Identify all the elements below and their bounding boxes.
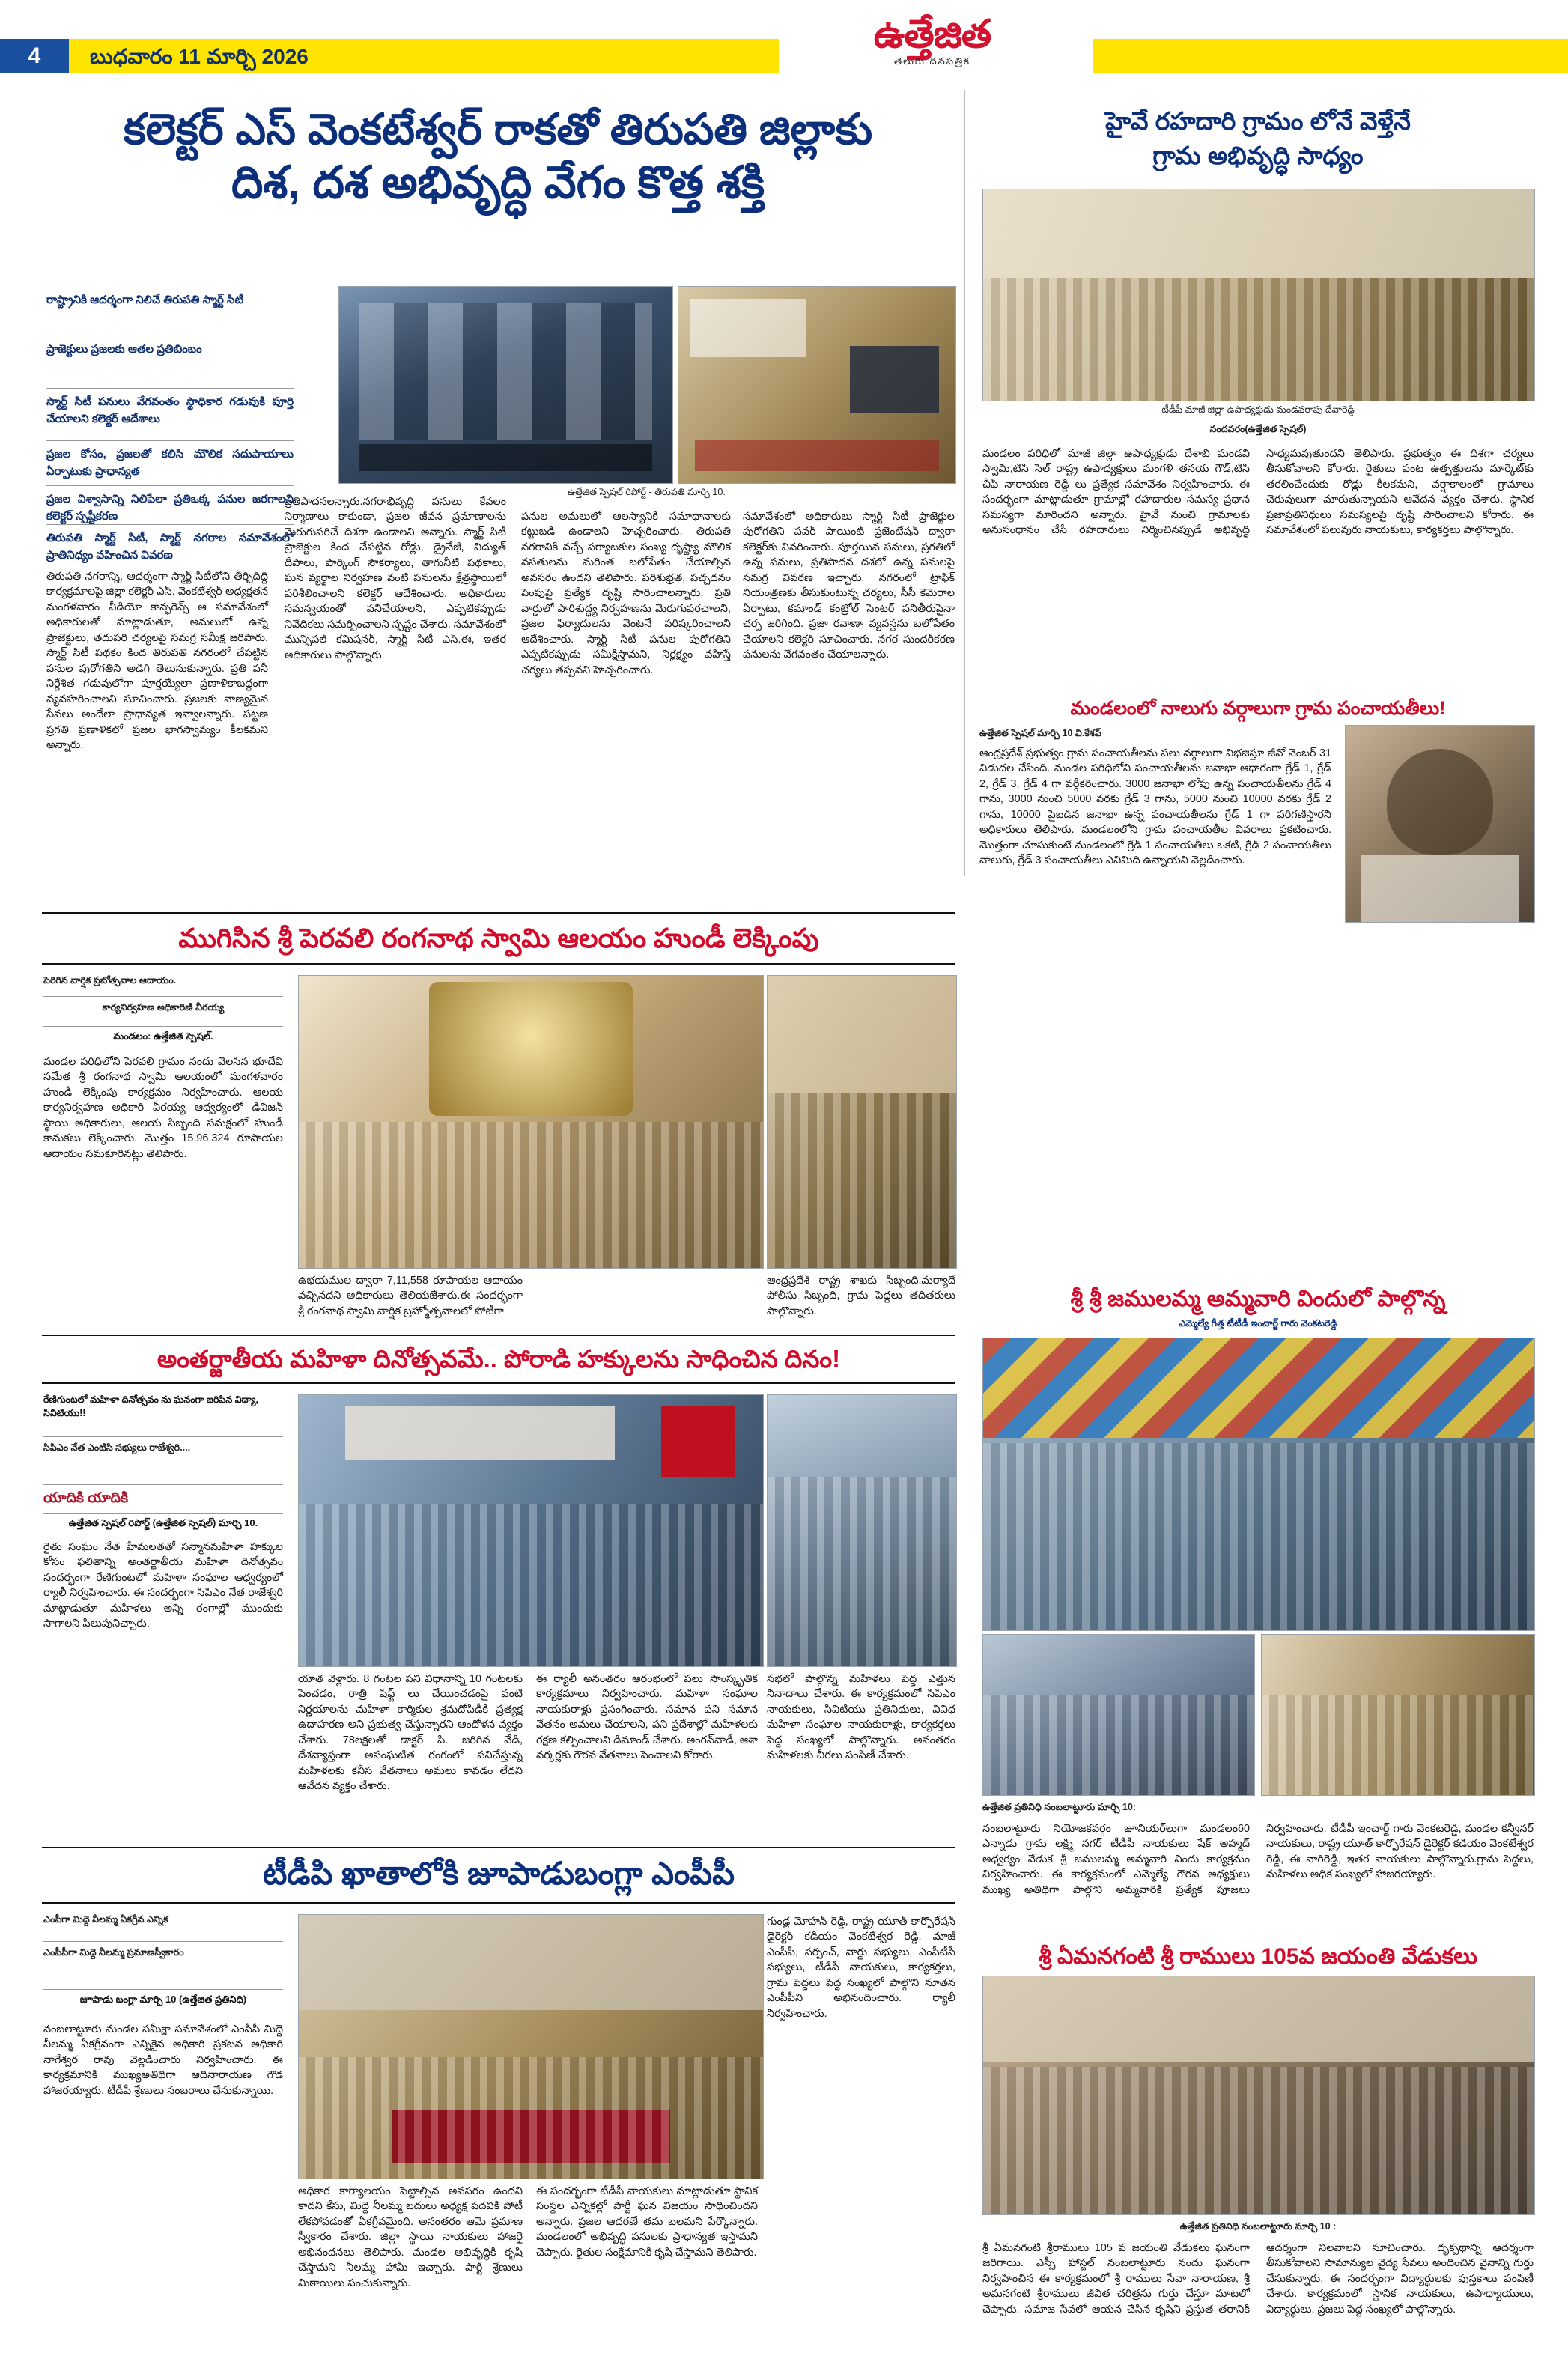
topright-headline-line2: గ్రామ అభివృద్ధి సాధ్యం — [1152, 142, 1364, 169]
topright-group-photo — [982, 189, 1535, 401]
temple-hundi-photo — [298, 975, 764, 1269]
ramulu-caption: ఉత్తేజిత ప్రతినిధి నంబలాట్టూరు మార్చి 10 : — [1179, 2221, 1337, 2232]
jamulamma-caption: ఉత్తేజిత ప్రతినిధి నంబలాట్టూరు మార్చి 10: — [982, 1802, 1137, 1812]
bullet-divider-4 — [46, 524, 294, 525]
women-divider-bottom — [42, 1382, 955, 1384]
lead-bullet-0: రాష్ట్రానికి ఆదర్శంగా నిలిచే తిరుపతి స్మార్ట్ సిటీ — [46, 294, 244, 306]
jamulamma-leaders-photo — [982, 1634, 1255, 1796]
lead-bullet-2: స్మార్ట్ సిటీ పనులు వేగవంతం స్థాధికార గడువుకి పూర్తి చేయాలని కలెక్టర్ ఆదేశాలు — [46, 395, 294, 425]
temple-col2: ఉభయముల ద్వారా 7,11,558 రూపాయల ఆదాయం వచ్చినదని అధికారులు తెలియజేశారు.ఈ సందర్భంగా శ్రీ రంగనాథ స్వామి వార్షిక బ్రహ్మోత్సవాలలో పోటీగా — [298, 1275, 523, 1317]
tdp-col1: నంబలాట్టూరు మండల సమీక్షా సమావేశంలో ఎంపీపీ మిద్దె నీలమ్మ ఏకగ్రీవంగా ఎన్నికైన అధికారి ప్రకటన అధికారి నాగేశ్వర రావు వెల్లడించారు నిర్వహించారు. ఈ కార్యక్రమానికి ముఖ్యఅతిథిగా ఆదినారాయణ గౌడ హాజరయ్యారు. టీడీపీ శ్రేణులు సంబరాలు చేసుకున్నాయి. — [43, 2024, 283, 2097]
temple-title: ముగిసిన శ్రీ పెరవలి రంగనాథ స్వామి ఆలయం హుండీ లెక్కింపు — [178, 923, 819, 953]
topright-body: మండలం పరిధిలో మాజీ జిల్లా ఉపాధ్యక్షుడు దేశాబి మండవి స్వామి,టిసి సెల్ రాష్ట్ర ఉపాధ్యక్షులు మంగళి తనయ గౌడ్,టిసి చీఫ్ నారాయణ రెడ్డి లు ప్రత్యేక సమావేశం నిర్వహించారు. ఈ సందర్భంగా మాట్లాడుతూ గ్రామాల్లో రహదారుల సమస్య ప్రధాన సమస్యగా మారిందని అన్నారు. హైవే నుంచి గ్రామాలకు అనుసంధానం చేసే రహదారులు నిర్మించినప్పుడే అభివృద్ధి సాధ్యమవుతుందని తెలిపారు. ప్రభుత్వం ఈ దిశగా చర్యలు తీసుకోవాలని కోరారు. రైతులు పంట ఉత్పత్తులను మార్కెట్‌కు తరలించేందుకు రోడ్లు కీలకమని, వర్షాకాలంలో గ్రామాలు చెరువులుగా మారుతున్నాయని ఆవేదన వ్యక్తం చేశారు. స్థానిక ప్రజాప్రతినిధులు సమస్యలపై దృష్టి సారించాలని కోరారు. ఈ సమావేశంలో పలువురు నాయకులు, కార్యకర్తలు పాల్గొన్నారు. — [982, 448, 1534, 537]
bullet-divider-1 — [46, 388, 294, 389]
tdp-sub1: ఎంపీగా మిద్దె నీలమ్మ ఏకగ్రీవ ఎన్నిక — [43, 1914, 168, 1925]
midright-title: మండలంలో నాలుగు వర్గాలుగా గ్రామ పంచాయతీలు! — [1070, 698, 1446, 719]
tdp-rule1 — [43, 1941, 283, 1942]
lead-bullet-5: తిరుపతి స్మార్ట్ సిటీ, స్మార్ట్ నగరాల సమావేశంలో ప్రాతినిధ్యం వహించిన వివరణ — [46, 532, 294, 562]
women-rule2 — [43, 1484, 283, 1485]
ramulu-body: శ్రీ ఏమనగంటి శ్రీరాములు 105 వ జయంతి వేడుకలు ఘనంగా జరిగాయి. ఎస్సీ హాస్టల్ నంబలాట్టూరు నందు ఘనంగా నిర్వహించిన ఈ కార్యక్రమంలో శ్రీ రాములు సేవా నారాయణ, శ్రీ అమనగంటి శ్రీరాములు జీవిత చరిత్రను గుర్తు చేస్తూ మాటలో చెప్పారు. సమాజ సేవలో ఆయన చేసిన కృషిని ప్రస్తుత తరానికి ఆదర్శంగా నిలవాలని సూచించారు. దృక్పథాన్ని ఆదర్శంగా తీసుకోవాలని సామాన్యుల వైద్య సేవలు అందించిన వైనాన్ని గుర్తు చేసుకున్నారు. ఈ సందర్భంగా విద్యార్థులకు పుస్తకాలు పంపిణీ చేశారు. కార్యక్రమంలో స్థానిక నాయకులు, ఉపాధ్యాయులు, విద్యార్థులు, ప్రజలు పెద్ద సంఖ్యలో పాల్గొన్నారు. — [982, 2242, 1534, 2316]
midright-woman-photo — [1345, 725, 1535, 923]
tdp-divider-bottom — [42, 1902, 955, 1904]
column-rule — [964, 90, 965, 876]
women-rule1 — [43, 1436, 283, 1437]
logo-subtitle: తెలుగు దినపత్రిక — [893, 55, 971, 67]
lead-photo-caption: ఉత్తేజిత స్పెషల్ రిపోర్ట్ - తిరుపతి మార్చి 10. — [568, 487, 726, 497]
tdp-col4: గుండ్ల మోహన్ రెడ్డి, రాష్ట్ర యూత్ కార్పొరేషన్ డైరెక్టర్ కడియం వెంకటేశ్వర రెడ్డి, మాజీ ఎంపీపీ, సర్పంచ్, వార్డు సభ్యులు, ఎంపీటీసీ సభ్యులు, టీడీపీ నాయకులు, కార్యకర్తలు, గ్రామ పెద్దలు పెద్ద సంఖ్యలో పాల్గొని నూతన ఎంపీపీని అభినందించారు. ర్యాలీ నిర్వహించారు. — [767, 1916, 955, 2020]
tdp-title: టీడీపి ఖాతాలోకి జూపాడుబంగ్లా ఎంపీపీ — [262, 1856, 735, 1891]
women-divider-top — [42, 1335, 955, 1336]
temple-byline: మండలం: ఉత్తేజిత స్పెషల్. — [113, 1030, 213, 1042]
tdp-divider-top — [42, 1847, 955, 1848]
jamulamma-feast-photo — [982, 1338, 1535, 1631]
topright-headline-line1: హైవే రహదారి గ్రామం లోనే వెళ్తేనే — [1105, 107, 1411, 135]
midright-dateline: ఉత్తేజిత స్పెషల్ మార్చి 10 వి.కేశవ్ — [979, 728, 1101, 738]
lead-bullet-4: ప్రజల విశ్వాసాన్ని నిలిపేలా ప్రతిఒక్క పనుల జరగాలని కలెక్టర్ స్పష్టీకరణ — [46, 493, 294, 523]
temple-divider-bottom — [42, 963, 955, 965]
ramulu-photo — [982, 1976, 1535, 2215]
tdp-sub2: ఎంపీపీగా మిద్దె నీలమ్మ ప్రమాణస్వీకారం — [43, 1947, 184, 1958]
lead-video-conference-photo — [338, 286, 673, 484]
bullet-divider-3 — [46, 485, 294, 486]
temple-sub-rule2 — [43, 1026, 283, 1027]
lead-body-col1: తిరుపతి నగరాన్ని, ఆదర్శంగా స్మార్ట్ సిటీలోని తీర్చిదిద్ది కార్యక్రమాలపై జిల్లా కలెక్టర్ ఎస్. వెంకటేశ్వర్ అధ్యక్షతన మంగళవారం వీడియో కాన్ఫరెన్స్ ఆ సమావేశంలో అధికారులతో మాట్లాడుతూ, అమలులో ఉన్న ప్రాజెక్టులు, తదుపరి చర్యలపై సమగ్ర సమీక్ష జరిపారు. స్మార్ట్ సిటీ పథకం కింద తిరుపతి నగరంలో చేపట్టిన పనుల పురోగతిని అడిగి తెలుసుకున్నారు. ప్రతి పనీ నిర్దేశిత గడువులోగా పూర్తయ్యేలా ప్రణాళికాబద్ధంగా వ్యవహరించాలని సూచించారు. ప్రజలకు నాణ్యమైన సేవలు అందేలా ప్రాధాన్యత ఇవ్వాలన్నారు. పట్టణ ప్రగతి ప్రణాళికలో ప్రజల భాగస్వామ్యం కీలకమని అన్నారు. — [46, 571, 268, 751]
tdp-col3: ఈ సందర్భంగా టీడీపీ నాయకులు మాట్లాడుతూ స్థానిక సంస్థల ఎన్నికల్లో పార్టీ ఘన విజయం సాధించిందని అన్నారు. ప్రజల ఆదరణే తమ బలమని పేర్కొన్నారు. మండలంలో అభివృద్ధి పనులకు ప్రాధాన్యత ఇస్తామని చెప్పారు. రైతుల సంక్షేమానికి కృషి చేస్తామని తెలిపారు. — [536, 2185, 758, 2259]
jamulamma-body: నంబలాట్టూరు నియోజకవర్గం జూనియర్‌లుగా మండలం60 ఎన్నాడు గ్రామ లక్ష్మి నగర్ టీడీపీ నాయకులు షేక్ అహ్మద్ అధ్వర్యం వేడుక శ్రీ జములమ్మ అమ్మవారి విందు కార్యక్రమం నిర్వహించారు. ఈ కార్యక్రమంలో ఎమ్మెల్యే గౌరవ అధ్యక్షులు ముఖ్య అతిథిగా పాల్గొని అమ్మవారికి ప్రత్యేక పూజలు నిర్వహించారు. టీడీపీ ఇంచార్జ్ గారు వెంకటరెడ్డి, మండల కన్వీనర్ నాయకులు, రాష్ట్ర యూత్ కార్పొరేషన్ డైరెక్టర్ కడియం వెంకటేశ్వర రెడ్డి, ఈ నాగిరెడ్డి, ఇతర నాయకులు పాల్గొన్నారు.గ్రామ పెద్దలు, మహిళలు అధిక సంఖ్యలో హాజరయ్యారు. — [982, 1823, 1534, 1896]
tdp-col2: అధికార కార్యాలయం పెట్టాల్సిన అవసరం ఉందని కాదని కేసు, మిద్దె నీలమ్మ బదులు అధ్యక్ష పదవికి పోటీ లేకపోవడంతో ఏకగ్రీవమైంది. అనంతరం ఆమె ప్రమాణ స్వీకారం చేశారు. జిల్లా స్థాయి నాయకులు హాజరై అభినందనలు తెలిపారు. మండల అభివృద్ధికి కృషి చేస్తామని నీలమ్మ హామీ ఇచ్చారు. పార్టీ శ్రేణులు మిఠాయిలు పంచుకున్నారు. — [298, 2185, 523, 2289]
topright-photo-caption: టీడీపీ మాజీ జిల్లా ఉపాధ్యక్షుడు మండవరాపు దేవారెడ్డి — [1161, 404, 1355, 415]
lead-body-col2: ప్రతిపాదనలన్నారు.నగరాభివృద్ధి పనులు కేవలం నిర్మాణాలు కాకుండా, ప్రజల జీవన ప్రమాణాలను మెరుగుపరిచే దిశగా ఉండాలని అన్నారు. స్మార్ట్ సిటీ ప్రాజెక్టుల కింద చేపట్టిన రోడ్లు, డ్రైనేజీ, విద్యుత్ దీపాలు, పార్కింగ్ సౌకర్యాలు, తాగునీటి పథకాలు, ఘన వ్యర్థాల నిర్వహణ వంటి పనులను క్షేత్రస్థాయిలో పరిశీలించాలని కలెక్టర్ ఆదేశించారు. అధికారులు సమన్వయంతో పనిచేయాలని, ఎప్పటికప్పుడు నివేదికలు సమర్పించాలని స్పష్టం చేశారు. సమావేశంలో మున్సిపల్ కమిషనర్, స్మార్ట్ సిటీ ఎస్.ఈ, ఇతర అధికారులు పాల్గొన్నారు. — [285, 496, 506, 661]
temple-sub1: పెరిగిన వార్షిక ప్రబోత్సవాల ఆదాయం. — [43, 975, 177, 986]
women-title: అంతర్జాతీయ మహిళా దినోత్సవమే.. పోరాడి హక్కులను సాధించిన దినం! — [157, 1345, 841, 1373]
lead-headline-line1: కలెక్టర్ ఎస్ వెంకటేశ్వర్ రాకతో తిరుపతి జిల్లాకు — [123, 106, 873, 154]
midright-body: ఆంధ్రప్రదేశ్ ప్రభుత్వం గ్రామ పంచాయతీలను పలు వర్గాలుగా విభజిస్తూ జీవో నెంబర్ 31 విడుదల చేసింది. మండల పరిధిలోని పంచాయతీలను జనాభా ఆధారంగా గ్రేడ్ 1, గ్రేడ్ 2, గ్రేడ్ 3, గ్రేడ్ 4 గా వర్గీకరించారు. 3000 జనాభా లోపు ఉన్న పంచాయతీలను గ్రేడ్ 4 గాను, 3000 నుంచి 5000 వరకు గ్రేడ్ 3 గాను, 5000 నుంచి 10000 వరకు గ్రేడ్ 2 గాను, 10000 పైబడిన జనాభా ఉన్న పంచాయతీలను గ్రేడ్ 1 గా పరిగణిస్తారని అధికారులు తెలిపారు. మండలంలోని గ్రామ పంచాయతీల వివరాలు ప్రకటించారు. మొత్తంగా చూసుకుంటే మండలంలో గ్రేడ్ 1 పంచాయతీలు ఒకటి, గ్రేడ్ 2 పంచాయతీలు నాలుగు, గ్రేడ్ 3 పంచాయతీలు ఎనిమిది ఉన్నాయని వెల్లడించారు. — [979, 747, 1331, 867]
women-meeting-photo — [298, 1394, 764, 1667]
temple-col1: మండల పరిధిలోని పెరవలి గ్రామం నందు వెలసిన భూదేవి సమేత శ్రీ రంగనాథ స్వామి ఆలయంలో మంగళవారం హుండీ లెక్కింపు కార్యక్రమం నిర్వహించారు. ఆలయ కార్యనిర్వహణ అధికారి వీరయ్య ఆధ్వర్యంలో డివిజన్ స్థాయి అధికారులు, ఆలయ సిబ్బంది సమక్షంలో హుండీ కానుకలు లెక్కించారు. మొత్తం 15,96,324 రూపాయల ఆదాయం సమకూరినట్లు తెలిపారు. — [43, 1056, 283, 1160]
temple-sub2: కార్యనిర్వహణ అధికారిణి వీరయ్య — [102, 1002, 225, 1013]
temple-devotees-photo — [767, 975, 957, 1269]
ramulu-title: శ్రీ ఏమనగంటి శ్రీ రాములు 105వ జయంతి వేడుకలు — [1039, 1944, 1477, 1969]
topright-dateline: నందవరం(ఉత్తేజిత స్పెషల్) — [1209, 424, 1307, 434]
tdp-oath-photo — [298, 1914, 764, 2179]
lead-bullet-3: ప్రజల కోసం, ప్రజలతో కలిసి మౌలిక సదుపాయాలు ఏర్పాటుకు ప్రాధాన్యత — [46, 448, 294, 478]
bullet-divider-2 — [46, 440, 294, 441]
lead-body-col4: సమావేశంలో అధికారులు స్మార్ట్ సిటీ ప్రాజెక్టుల పురోగతిని పవర్ పాయింట్ ప్రజెంటేషన్ ద్వారా కలెక్టర్‌కు వివరించారు. పూర్తయిన పనులు, ప్రగతిలో ఉన్న పనులు, ప్రతిపాదన దశలో ఉన్న పనులపై సమగ్ర వివరణ ఇచ్చారు. నగరంలో ట్రాఫిక్ నియంత్రణకు తీసుకుంటున్న చర్యలు, సీసీ కెమెరాల ఏర్పాటు, కమాండ్ కంట్రోల్ సెంటర్ పనితీరుపైనా చర్చ జరిగింది. ప్రజా రవాణా వ్యవస్థను బలోపేతం చేయాలని కలెక్టర్ సూచించారు. నగర సుందరీకరణ పనులను వేగవంతం చేయాలన్నారు. — [743, 511, 955, 661]
newspaper-logo — [812, 13, 1052, 79]
women-col1: రైతు సంఘం నేత హేమలతతో సన్మానమహిళా హక్కుల కోసం ఫలితాన్ని అంతర్జాతీయ మహిళా దినోత్సవం సందర్భంగా రేణిగుంటలో మహిళా సంఘాల ఆధ్వర్యంలో ర్యాలీ నిర్వహించారు. ఈ సందర్భంగా సిపిఎం నేత రాజేశ్వరి మాట్లాడుతూ మహిళలు అన్ని రంగాల్లో ముందుకు సాగాలని పిలుపునిచ్చారు. — [43, 1541, 283, 1630]
jamulamma-subtitle: ఎమ్మెల్యే గీత్త టీటీడీ ఇంచార్జ్ గారు వెంకటరెడ్డి — [1179, 1318, 1337, 1329]
page-number: 4 — [28, 43, 41, 68]
logo-title: ఉత్తేజిత — [873, 13, 991, 56]
tdp-byline: జూపాడు బంగ్లా మార్చి 10 (ఉత్తేజిత ప్రతినిధి) — [79, 1994, 247, 2005]
women-crowd-photo — [767, 1394, 957, 1667]
lead-collector-photo — [678, 286, 956, 484]
women-col3: ఈ ర్యాలీ అనంతరం ఆరంభంలో పలు సాంస్కృతిక కార్యక్రమాలు నిర్వహించారు. మహిళా సంఘాల నాయకురాళ్లు ప్రసంగించారు. సమాన పని సమాన వేతనం అమలు చేయాలని, పని ప్రదేశాల్లో మహిళలకు రక్షణ కల్పించాలని డిమాండ్ చేశారు. అంగన్‌వాడీ, ఆశా వర్కర్లకు గౌరవ వేతనాలు పెంచాలని కోరారు. — [536, 1673, 758, 1762]
temple-col4: ఆంధ్రప్రదేశ్ రాష్ట్ర శాఖకు సిబ్బంది,మర్యాదే పోలీసు సిబ్బంది, గ్రామ పెద్దలు తదితరులు పాల్గొన్నారు. — [767, 1275, 955, 1317]
lead-headline-line2: దిశ, దశ అభివృద్ధి వేగం కొత్త శక్తి — [231, 157, 765, 207]
lead-body-col3: పనుల అమలులో ఆలస్యానికి సమాధానాలకు కట్టుబడి ఉండాలని హెచ్చరించారు. తిరుపతి నగరానికి వచ్చే పర్యాటకుల సంఖ్య దృష్ట్యా మౌలిక వసతులను మరింత బలోపేతం చేయాల్సిన అవసరం ఉందని తెలిపారు. పరిశుభ్రత, పచ్చదనం పెంపుపై ప్రత్యేక దృష్టి సారించాలన్నారు. ప్రతి వార్డులో పారిశుద్ధ్య నిర్వహణను మెరుగుపరచాలని, ప్రజల ఫిర్యాదులను వెంటనే పరిష్కరించాలని ఆదేశించారు. స్మార్ట్ సిటీ పనుల పురోగతిని ఎప్పటికప్పుడు సమీక్షిస్తామని, నిర్లక్ష్యం వహిస్తే చర్యలు తప్పవని హెచ్చరించారు. — [521, 511, 731, 676]
women-col2: యాత వెళ్లారు. 8 గంటల పని విధానాన్ని 10 గంటలకు పెంచడం, రాత్రి షిఫ్ట్ లు చేయించడంపై వంటి నిర్ణయాలను మహిళా కార్మికుల శ్రమదోపిడీకి ప్రత్యక్ష ఉదాహరణ అని ప్రభుత్వ చేస్తున్నారని ఆందోళన వ్యక్తం చేశారు. 78లక్షలతో డాక్టర్ పి. జరిగిన వేడి, దేశవ్యాప్తంగా అసంఘటిత రంగంలో పనిచేస్తున్న మహిళలకు కనీస వేతనాలు అమలు కావడం లేదని ఆవేదన వ్యక్తం చేశారు. — [298, 1673, 523, 1793]
masthead — [0, 0, 1568, 88]
jamulamma-title: శ్రీ శ్రీ జములమ్మ అమ్మవారి విందులో పాల్గొన్న — [1070, 1287, 1446, 1311]
lead-bullet-1: ప్రాజెక్టులు ప్రజలకు ఆతల ప్రతిబింబం — [46, 343, 202, 356]
women-byline: ఉత్తేజిత స్పెషల్ రిపోర్ట్ (ఉత్తేజిత స్పెషల్) మార్చి 10. — [68, 1517, 258, 1528]
temple-divider-top — [42, 912, 955, 914]
tdp-rule2 — [43, 1989, 283, 1990]
women-sub3: యాదికి యాదికి — [43, 1490, 129, 1506]
temple-sub-rule — [43, 996, 283, 997]
jamulamma-pooja-photo — [1261, 1634, 1535, 1796]
women-rule3 — [43, 1513, 283, 1514]
issue-date: బుధవారం 11 మార్చి 2026 — [90, 45, 309, 68]
women-col4: సభలో పాల్గొన్న మహిళలు పెద్ద ఎత్తున నినాదాలు చేశారు. ఈ కార్యక్రమంలో సిపిఎం నాయకులు, సివిటియు ప్రతినిధులు, వివిధ మహిళా సంఘాల నాయకురాళ్లు, కార్యకర్తలు పెద్ద సంఖ్యలో పాల్గొన్నారు. అనంతరం మహిళలకు చీరలు పంపిణీ చేశారు. — [767, 1673, 955, 1762]
women-sub1: రేణిగుంటలో మహిళా దినోత్సవం ను ఘనంగా జరిపిన విద్యా, సివిటియు!! — [43, 1394, 259, 1418]
women-sub2: సిపిఎం నేత ఎంటిసి సభ్యులు రాజేశ్వరి.... — [43, 1442, 191, 1453]
